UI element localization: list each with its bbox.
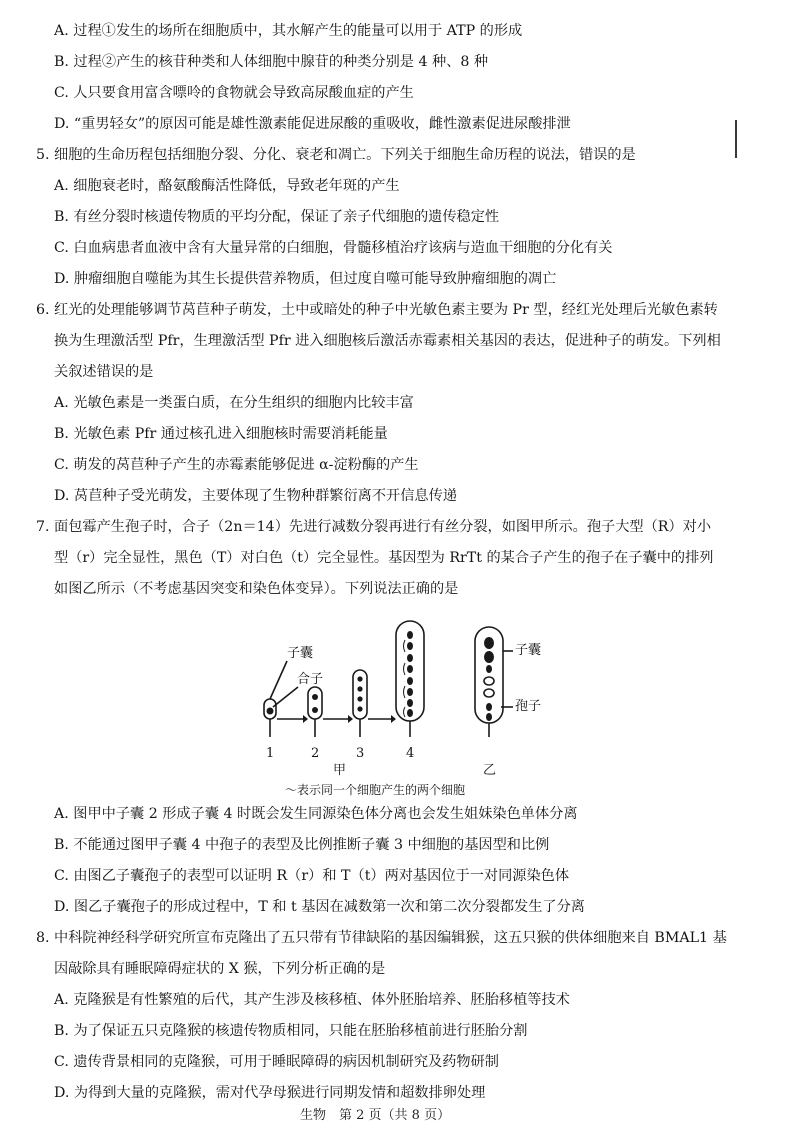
q7-option-d: D. 图乙子囊孢子的形成过程中，T 和 t 基因在减数第一次和第二次分裂都发生了分离	[54, 899, 585, 915]
q6-option-d: D. 莴苣种子受光萌发，主要体现了生物种群繁衍离不开信息传递	[54, 488, 457, 504]
figure-caption: 〜表示同一个细胞产生的两个细胞	[285, 783, 466, 797]
q7-stem-line2: 型（r）完全显性，黑色（T）对白色（t）完全显性。基因型为 RrTt 的某合子产生的孢子在子囊中的排列	[54, 550, 714, 566]
label-num-4: 4	[406, 746, 415, 761]
label-num-3: 3	[356, 746, 365, 761]
q4-option-c: C. 人只要食用富含嘌呤的食物就会导致高尿酸血症的产生	[54, 85, 414, 101]
q8-stem-line2: 因敲除具有睡眠障碍症状的 X 猴，下列分析正确的是	[54, 961, 386, 977]
q4-option-b: B. 过程②产生的核苷种类和人体细胞中腺苷的种类分别是 4 种、8 种	[54, 54, 489, 70]
q4-option-d: D. “重男轻女”的原因可能是雄性激素能促进尿酸的重吸收，雌性激素促进尿酸排泄	[54, 116, 571, 132]
ascus-figure	[255, 615, 555, 805]
q8-option-b: B. 为了保证五只克隆猴的核遗传物质相同，只能在胚胎移植前进行胚胎分割	[54, 1023, 528, 1039]
q8-option-c: C. 遗传背景相同的克隆猴，可用于睡眠障碍的病因机制研究及药物研制	[54, 1054, 499, 1070]
ascus-diagram	[255, 615, 555, 805]
label-zinang-right: 子囊	[515, 643, 542, 658]
margin-mark	[735, 120, 737, 158]
q6-stem-line1: 6. 红光的处理能够调节莴苣种子萌发，土中或暗处的种子中光敏色素主要为 Pr 型，经红光处理后光敏色素转	[36, 302, 718, 318]
label-yi: 乙	[483, 763, 497, 778]
q7-option-b: B. 不能通过图甲子囊 4 中孢子的表型及比例推断子囊 3 中细胞的基因型和比例	[54, 837, 550, 853]
q6-option-a: A. 光敏色素是一类蛋白质，在分生组织的细胞内比较丰富	[54, 395, 414, 411]
q8-stem-line1: 8. 中科院神经科学研究所宣布克隆出了五只带有节律缺陷的基因编辑猴，这五只猴的供体细胞来自 BMAL1 基	[36, 930, 727, 946]
q6-option-c: C. 萌发的莴苣种子产生的赤霉素能够促进 α-淀粉酶的产生	[54, 457, 419, 473]
page-footer: 生物 第 2 页（共 8 页）	[300, 1108, 451, 1123]
label-hezi: 合子	[297, 672, 324, 687]
q5-option-d: D. 肿瘤细胞自噬能为其生长提供营养物质，但过度自噬可能导致肿瘤细胞的凋亡	[54, 271, 557, 287]
q7-stem-line1: 7. 面包霉产生孢子时，合子（2n＝14）先进行减数分裂再进行有丝分裂，如图甲所示。孢子大型（R）对小	[36, 519, 712, 535]
label-baozi: 孢子	[515, 699, 542, 714]
q6-stem-line3: 关叙述错误的是	[54, 364, 154, 380]
q4-option-a: A. 过程①发生的场所在细胞质中，其水解产生的能量可以用于 ATP 的形成	[54, 23, 523, 39]
q8-option-a: A. 克隆猴是有性繁殖的后代，其产生涉及核移植、体外胚胎培养、胚胎移植等技术	[54, 992, 570, 1008]
q7-stem-line3: 如图乙所示（不考虑基因突变和染色体变异）。下列说法正确的是	[54, 581, 459, 597]
q6-stem-line2: 换为生理激活型 Pfr，生理激活型 Pfr 进入细胞核后激活赤霉素相关基因的表达，促进种子的萌发。下列相	[54, 333, 721, 349]
q7-option-c: C. 由图乙子囊孢子的表型可以证明 R（r）和 T（t）两对基因位于一对同源染色体	[54, 868, 570, 884]
label-zinang-left: 子囊	[287, 646, 314, 661]
q8-option-d: D. 为得到大量的克隆猴，需对代孕母猴进行同期发情和超数排卵处理	[54, 1085, 486, 1101]
q5-option-b: B. 有丝分裂时核遗传物质的平均分配，保证了亲子代细胞的遗传稳定性	[54, 209, 500, 225]
q5-option-a: A. 细胞衰老时，酪氨酸酶活性降低，导致老年斑的产生	[54, 178, 400, 194]
q5-stem: 5. 细胞的生命历程包括细胞分裂、分化、衰老和凋亡。下列关于细胞生命历程的说法，错误的是	[36, 147, 636, 163]
q5-option-c: C. 白血病患者血液中含有大量异常的白细胞，骨髓移植治疗该病与造血干细胞的分化有关	[54, 240, 613, 256]
q7-option-a: A. 图甲中子囊 2 形成子囊 4 时既会发生同源染色体分离也会发生姐妹染色单体分离	[54, 806, 578, 822]
label-num-1: 1	[266, 746, 275, 761]
ascus-2	[308, 687, 322, 719]
label-jia: 甲	[333, 763, 347, 778]
q6-option-b: B. 光敏色素 Pfr 通过核孔进入细胞核时需要消耗能量	[54, 426, 388, 442]
label-num-2: 2	[311, 746, 320, 761]
